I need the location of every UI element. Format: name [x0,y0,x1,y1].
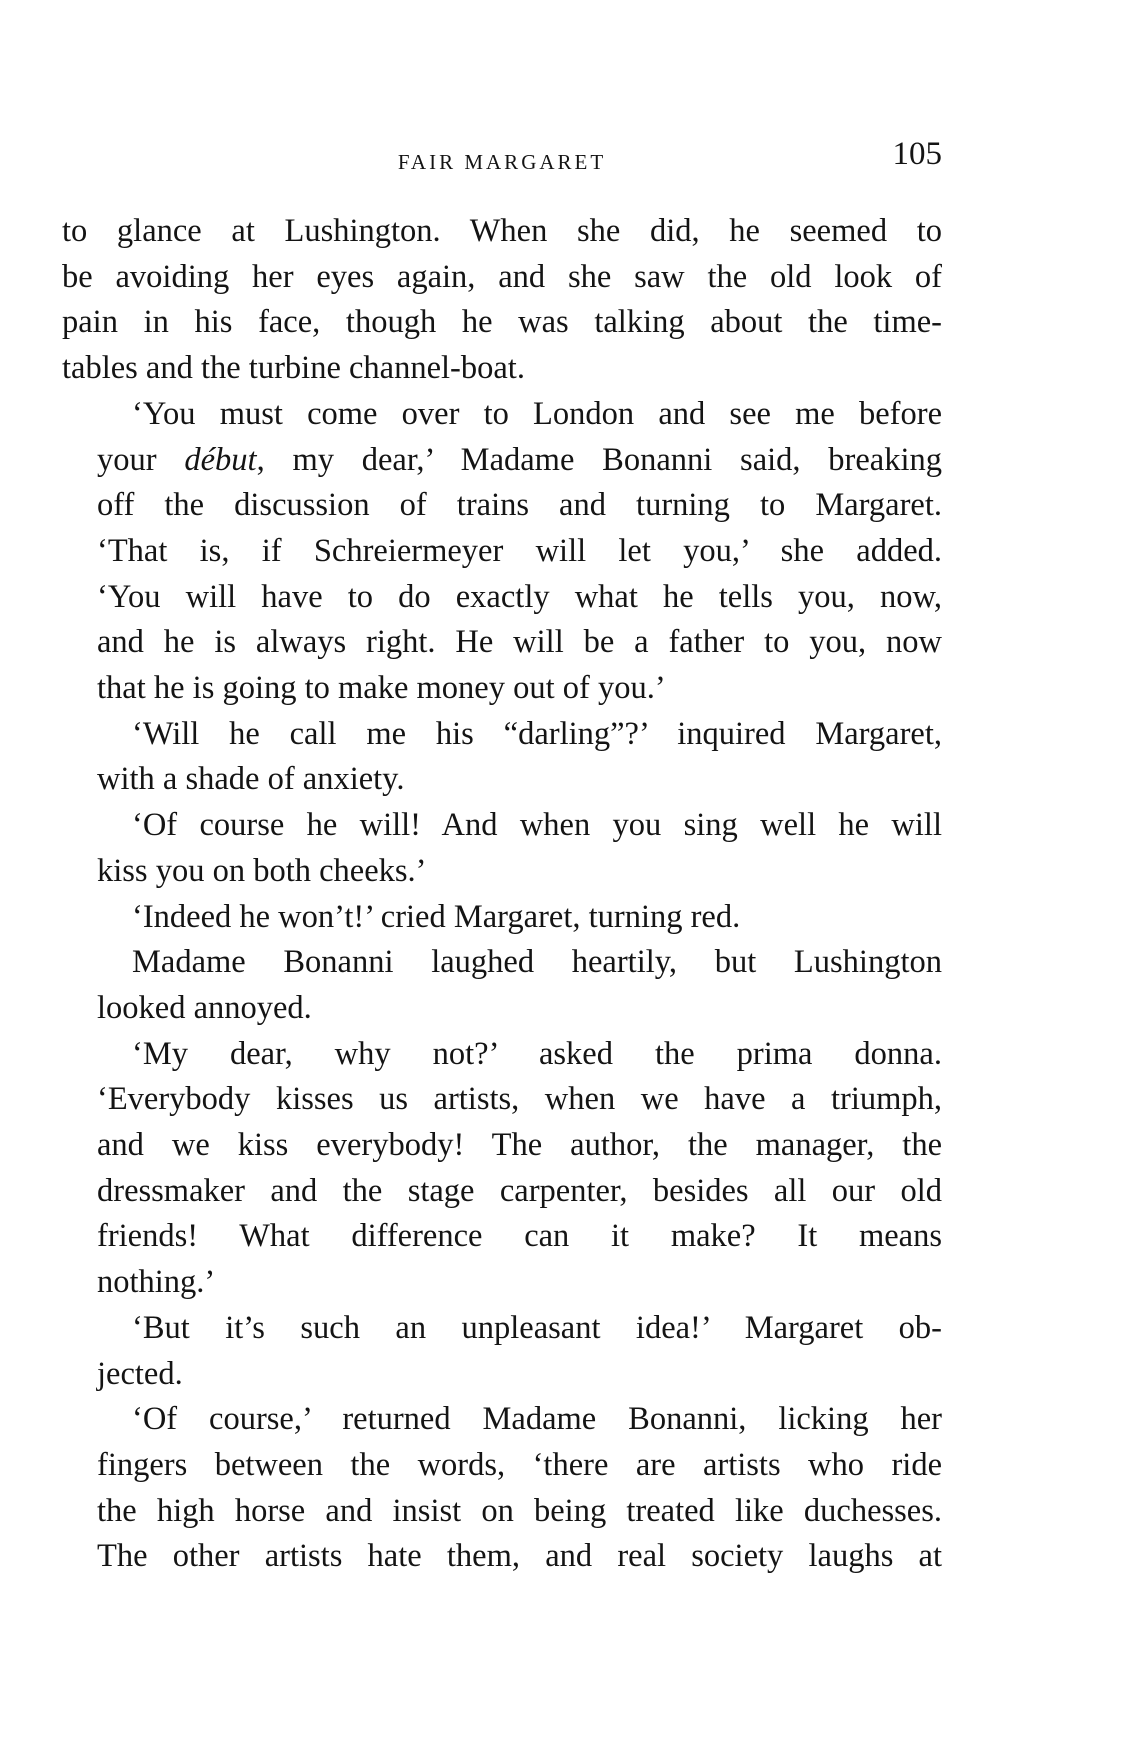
text-line: and he is always right. He will be a father to you, now [97,624,942,661]
text-line: off the discussion of trains and turning to Margaret. [97,487,942,524]
paragraph [62,895,942,941]
text-line: ‘Of course,’ returned Madame Bonanni, licking her [132,1401,942,1438]
text-line: the high horse and insist on being treated like duchesses. [97,1492,942,1529]
text-line: Madame Bonanni laughed heartily, but Lushington [132,944,942,981]
text-line: your début, my dear,’ Madame Bonanni said, breaking [97,441,942,478]
paragraph [62,1032,942,1306]
paragraph [62,712,942,803]
text-line: that he is going to make money out of you.’ [97,670,666,707]
paragraph [62,392,942,712]
text-line: ‘Everybody kisses us artists, when we have a triumph, [97,1081,942,1118]
running-head: FAIR MARGARET [397,150,607,174]
text-line: jected. [97,1355,183,1392]
text-line: fingers between the words, ‘there are artists who ride [97,1446,942,1483]
text-line: ‘That is, if Schreiermeyer will let you,’ she added. [97,532,942,569]
page-number: 105 [892,136,942,172]
text-line: be avoiding her eyes again, and she saw the old look of [62,258,942,295]
text-line: ‘You must come over to London and see me before [132,395,942,432]
text-line: to glance at Lushington. When she did, he seemed to [62,213,942,249]
paragraph [62,209,942,392]
text-line: and we kiss everybody! The author, the manager, the [97,1127,942,1164]
paragraph [62,803,942,894]
page-header [62,136,942,186]
body-text [62,209,942,1580]
text-line: ‘You will have to do exactly what he tells you, now, [97,578,942,615]
text-line: ‘Indeed he won’t!’ cried Margaret, turning red. [132,898,741,935]
paragraph [62,1306,942,1397]
text-line: nothing.’ [97,1264,216,1301]
text-line: ‘My dear, why not?’ asked the prima donna. [132,1035,942,1072]
paragraph [62,940,942,1031]
text-line: dressmaker and the stage carpenter, besides all our old [97,1172,942,1209]
text-line: kiss you on both cheeks.’ [97,852,427,889]
text-line: pain in his face, though he was talking about the time- [62,304,942,341]
text-line: ‘But it’s such an unpleasant idea!’ Margaret ob- [132,1309,942,1346]
text-line: looked annoyed. [97,989,312,1026]
text-line: friends! What difference can it make? It means [97,1218,942,1255]
paragraph [62,1397,942,1580]
text-line: ‘Of course he will! And when you sing well he will [132,807,942,844]
text-line: The other artists hate them, and real society laughs at [97,1538,942,1575]
text-line: ‘Will he call me his “darling”?’ inquired Margaret, [132,715,942,752]
text-line: with a shade of anxiety. [97,761,405,798]
text-line: tables and the turbine channel-boat. [62,350,525,387]
